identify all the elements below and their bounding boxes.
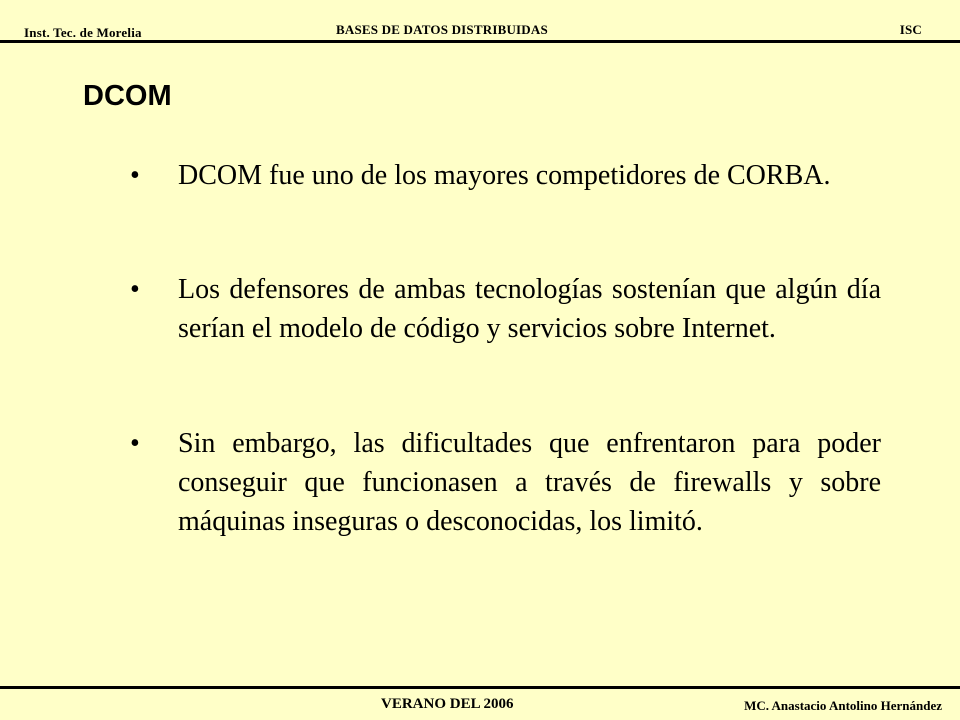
footer-divider xyxy=(0,686,960,689)
bullet-marker: • xyxy=(130,160,140,191)
bullet-text: Los defensores de ambas tecnologías sostenían que algún día serían el modelo de código y servicios sobre Internet. xyxy=(178,274,881,344)
header-program: ISC xyxy=(899,22,922,37)
bullet-marker: • xyxy=(130,428,140,459)
footer-term: VERANO DEL 2006 xyxy=(381,696,514,712)
footer-author: MC. Anastacio Antolino Hernández xyxy=(744,698,942,713)
bullet-marker: • xyxy=(130,274,140,305)
header-institution: Inst. Tec. de Morelia xyxy=(24,25,142,40)
header-course-title: BASES DE DATOS DISTRIBUIDAS xyxy=(336,22,548,37)
bullet-text: Sin embargo, las dificultades que enfrentaron para poder conseguir que funcionasen a través de firewalls y sobre máquinas inseguras o desconocidas, los limitó. xyxy=(178,428,881,537)
slide-title: DCOM xyxy=(83,80,172,112)
header-divider xyxy=(0,40,960,43)
bullet-text: DCOM fue uno de los mayores competidores de CORBA. xyxy=(178,160,831,191)
